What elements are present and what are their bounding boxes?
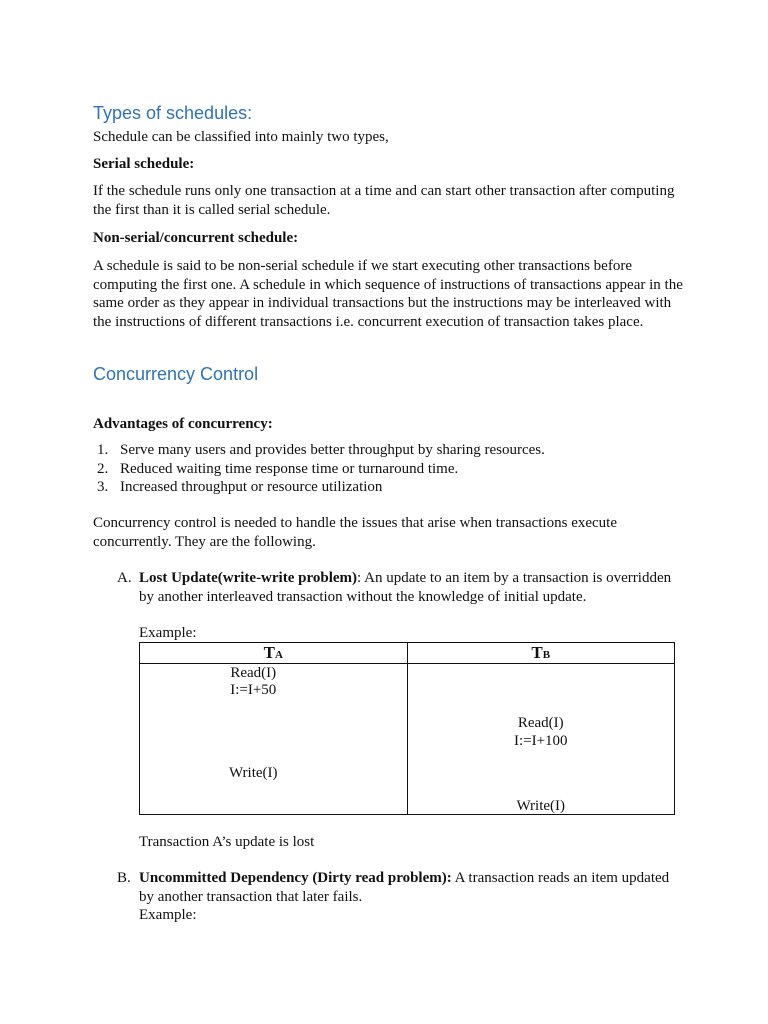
tb-assign: I:=I+100 (513, 733, 568, 749)
tb-write: Write(I) (516, 798, 566, 814)
schedules-intro: Schedule can be classified into mainly two types, (93, 129, 389, 145)
problem-b-letter: B. (117, 870, 131, 886)
problem-b-title: Uncommitted Dependency (Dirty read problem): (139, 870, 452, 886)
serial-schedule-heading: Serial schedule: (93, 156, 195, 172)
types-of-schedules-heading: Types of schedules: (93, 103, 253, 123)
issues-intro: Concurrency control is needed to handle the issues that arise when transactions execute concurrently. They are the following. (93, 515, 617, 550)
example-b-label: Example: (139, 907, 197, 923)
nonserial-schedule-heading: Non-serial/concurrent schedule: (93, 230, 299, 246)
problem-b-text: A transaction reads an item updated by another transaction that later fails. (139, 870, 670, 905)
list-item: 2. Reduced waiting time response time or turnaround time. (97, 460, 459, 477)
list-item: 1. Serve many users and provides better throughput by sharing resources. (97, 442, 545, 458)
tb-read: Read(I) (517, 715, 564, 731)
column-header-tb: TB (407, 643, 675, 664)
ta-assign: I:=I+50 (230, 682, 277, 698)
list-item: 3. Increased throughput or resource utilization (97, 479, 383, 495)
example-a-label: Example: (139, 625, 197, 641)
concurrency-control-heading: Concurrency Control (93, 364, 259, 384)
ta-read: Read(I) (230, 665, 277, 681)
lost-update-conclusion: Transaction A’s update is lost (139, 834, 315, 850)
nonserial-schedule-text: A schedule is said to be non-serial schedule if we start executing other transactions before computing the first one. A schedule in which sequence of instructions of transactions appear in the same order as they appear in individual transactions but the instructions may be interleaved with the instructions of different transactions i.e. concurrent execution of transaction takes place. (93, 258, 683, 330)
problem-a-letter: A. (117, 570, 132, 586)
serial-schedule-text: If the schedule runs only one transaction at a time and can start other transaction after computing the first than it is called serial schedule. (93, 183, 675, 218)
problem-b (117, 869, 687, 925)
tb-operations-cell (407, 664, 675, 815)
problem-a-title: Lost Update(write-write problem) (139, 570, 358, 586)
lost-update-schedule-table (139, 642, 675, 815)
column-header-ta: TA (140, 643, 408, 664)
ta-write: Write(I) (228, 765, 278, 781)
problem-a-text: : An update to an item by a transaction is overridden by another interleaved transaction without the knowledge of initial update. (139, 570, 672, 605)
problem-a (117, 569, 687, 606)
advantages-list (93, 441, 545, 497)
advantages-heading: Advantages of concurrency: (93, 416, 273, 432)
ta-operations-cell (140, 664, 408, 815)
